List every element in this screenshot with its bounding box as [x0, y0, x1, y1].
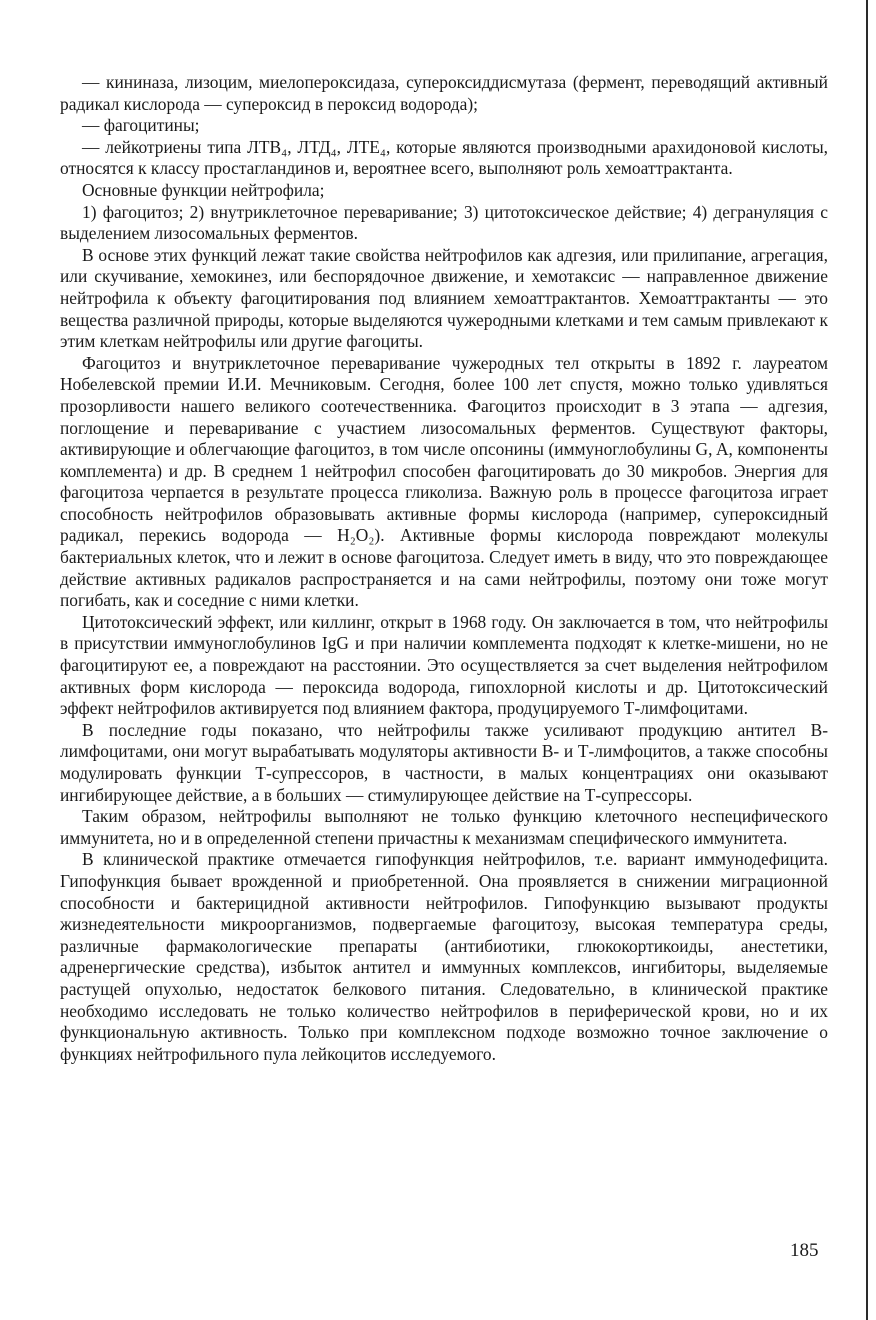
paragraph-5: 1) фагоцитоз; 2) внутриклеточное переваривание; 3) цитотоксическое действие; 4) дегрануляция с выделением лизосомальных ферментов.: [60, 201, 828, 244]
page-number: 185: [790, 1240, 819, 1261]
paragraph-10: Таким образом, нейтрофилы выполняют не только функцию клеточного неспецифического иммунитета, но и в определенной степени причастны к механизмам специфического иммунитета.: [60, 806, 828, 848]
paragraph-1: — кининаза, лизоцим, миелопероксидаза, супероксиддисмутаза (фермент, переводящий активный радикал кислорода — супероксид в пероксид водорода);: [60, 72, 828, 114]
page-edge-line: [866, 0, 868, 1320]
paragraph-6: В основе этих функций лежат такие свойства нейтрофилов как адгезия, или прилипание, агрегация, или скучивание, хемокинез, или беспорядочное движение, и хемотаксис — направленное движение нейтрофила к объекту фагоцитирования под влиянием хемоаттрактантов. Хемоаттрактанты — это вещества различной природы, которые выделяются чужеродными клетками и тем самым привлекают к этим клеткам нейтрофилы или другие фагоциты.: [60, 244, 828, 352]
paragraph-2: — фагоцитины;: [82, 115, 200, 136]
paragraph-11: В клинической практике отмечается гипофункция нейтрофилов, т.е. вариант иммунодефицита. Гипофункция бывает врожденной и приобретенной. Она проявляется в снижении миграционной способности и бактерицидной активности нейтрофилов. Гипофункцию вызывают продукты жизнедеятельности микроорганизмов, подвергаемые фагоцитозу, высокая температура среды, различные фармакологические препараты (антибиотики, глюкокортикоиды, анестетики, адренергические средства), избыток антител и иммунных комплексов, ингибиторы, выделяемые растущей опухолью, недостаток белкового питания. Следовательно, в клинической практике необходимо исследовать не только количество нейтрофилов в периферической крови, но и их функциональную активность. Только при комплексном подходе возможно точное заключение о функциях нейтрофильного пула лейкоцитов исследуемого.: [60, 849, 828, 1064]
paragraph-3: — лейкотриены типа ЛТВ₄, ЛТД₄, ЛТЕ₄, которые являются производными арахидоновой кислоты, относятся к классу простагландинов и, вероятнее всего, выполняют роль хемоаттрактанта.: [60, 136, 828, 179]
paragraph-7: Фагоцитоз и внутриклеточное переваривание чужеродных тел открыты в 1892 г. лауреатом Нобелевской премии И.И. Мечниковым. Сегодня, более 100 лет спустя, можно только удивляться прозорливости нашего великого соотечественника. Фагоцитоз происходит в 3 этапа — адгезия, поглощение и переваривание с участием лизосомальных ферментов. Существуют факторы, активирующие и облегчающие фагоцитоз, в том числе опсонины (иммуноглобулины G, A, компоненты комплемента) и др. В среднем 1 нейтрофил способен фагоцитировать до 30 микробов. Энергия для фагоцитоза черпается в результате процесса гликолиза. Важную роль в процессе фагоцитоза играет способность нейтрофилов образовывать активные формы кислорода (например, супероксидный радикал, перекись водорода — H₂O₂). Активные формы кислорода повреждают молекулы бактериальных клеток, что и лежит в основе фагоцитоза. Следует иметь в виду, что это повреждающее действие активных радикалов распространяется и на сами нейтрофилы, поэтому они тоже могут погибать, как и соседние с ними клетки.: [60, 352, 828, 611]
paragraph-8: Цитотоксический эффект, или киллинг, открыт в 1968 году. Он заключается в том, что нейтрофилы в присутствии иммуноглобулинов IgG и при наличии комплемента подходят к клетке-мишени, но не фагоцитируют ее, а повреждают на расстоянии. Это осуществляется за счет выделения нейтрофилом активных форм кислорода — пероксида водорода, гипохлорной кислоты и др. Цитотоксический эффект нейтрофилов активируется под влиянием фактора, продуцируемого Т-лимфоцитами.: [60, 611, 828, 719]
body-text: [60, 72, 828, 1065]
paragraph-4: Основные функции нейтрофила;: [82, 179, 325, 200]
paragraph-9: В последние годы показано, что нейтрофилы также усиливают продукцию антител В-лимфоцитами, они могут вырабатывать модуляторы активности В- и Т-лимфоцитов, а также способны модулировать функции Т-супрессоров, в частности, в малых концентрациях они оказывают ингибирующее действие, а в больших — стимулирующее действие на Т-супрессоры.: [60, 719, 828, 805]
